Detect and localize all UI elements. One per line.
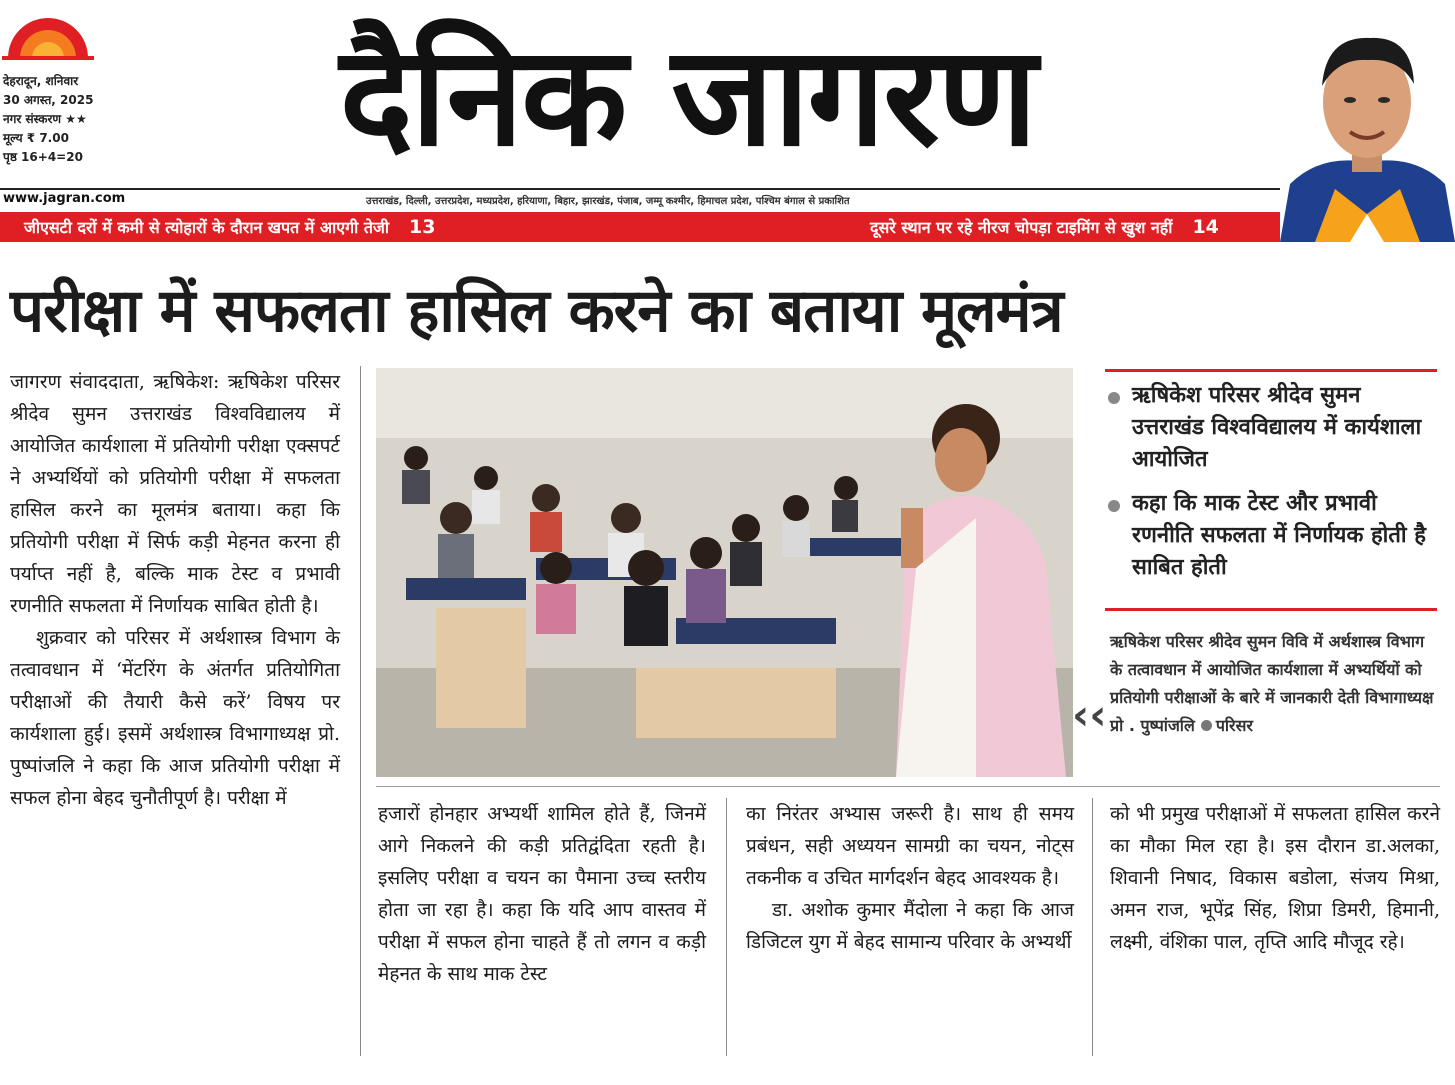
chevron-left-icon: ‹‹ bbox=[1072, 690, 1107, 739]
city-day: देहरादून, शनिवार bbox=[3, 74, 79, 88]
issue-date: 30 अगस्त, 2025 bbox=[3, 93, 94, 107]
price: मूल्य ₹ 7.00 bbox=[3, 131, 69, 145]
teaser-gst[interactable] bbox=[24, 212, 435, 242]
paragraph: हजारों होनहार अभ्यर्थी शामिल होते हैं, जिनमें आगे निकलने की कड़ी प्रतिद्वंदिता रहती है। इसलिए परीक्षा व चयन का पैमाना उच्च स्तरीय होता जा रहा है। कहा कि यदि आप वास्तव में परीक्षा में सफल होना चाहते हैं तो लगन व कड़ी मेहनत के साथ माक टेस्ट bbox=[378, 803, 706, 985]
rising-sun-logo bbox=[2, 12, 94, 60]
highlight-text: ऋषिकेश परिसर श्रीदेव सुमन उत्तराखंड विश्वविद्यालय में कार्यशाला आयोजित bbox=[1132, 383, 1422, 472]
highlights-top-rule bbox=[1105, 369, 1437, 372]
paragraph: को भी प्रमुख परीक्षाओं में सफलता हासिल करने का मौका मिल रहा है। इस दौरान डा.अलका, शिवानी निषाद, विकास बडोला, संजय मिश्रा, अमन राज, भूपेंद्र सिंह, शिप्रा डिमरी, हिमानी, लक्ष्मी, वंशिका पाल, तृप्ति आदि मौजूद रहे। bbox=[1110, 803, 1440, 953]
paragraph: शुक्रवार को परिसर में अर्थशास्त्र विभाग के तत्वावधान में ‘मेंटरिंग के अंतर्गत प्रतियोगिता परीक्षाओं की तैयारी कैसे करें’ विषय पर कार्यशाला हुई। इसमें अर्थशास्त्र विभागाध्यक्ष प्रो. पुष्पांजलि ने कहा कि आज प्रतियोगी परीक्षा में सफल होना बेहद चुनौतीपूर्ण है। परीक्षा में bbox=[10, 627, 340, 809]
section-divider bbox=[376, 786, 1440, 787]
article-column-3 bbox=[746, 798, 1074, 958]
classroom-photo bbox=[376, 368, 1073, 777]
column-divider bbox=[726, 798, 727, 1056]
article-headline: परीक्षा में सफलता हासिल करने का बताया मूलमंत्र bbox=[10, 276, 1063, 346]
edition: नगर संस्करण ★★ bbox=[3, 112, 87, 126]
teaser-neeraj[interactable] bbox=[870, 212, 1219, 242]
published-states: उत्तराखंड, दिल्ली, उत्तरप्रदेश, मध्यप्रदेश, हरियाणा, बिहार, झारखंड, पंजाब, जम्मू कश्मीर, हिमाचल प्रदेश, पश्चिम बंगाल से प्रकाशित bbox=[366, 196, 850, 207]
highlight-item bbox=[1106, 380, 1436, 476]
teaser-text: जीएसटी दरों में कमी से त्योहारों के दौरान खपत में आएगी तेजी bbox=[24, 218, 389, 237]
page-count: पृष्ठ 16+4=20 bbox=[3, 150, 83, 164]
highlights-box bbox=[1106, 380, 1436, 596]
bullet-icon bbox=[1201, 720, 1212, 731]
highlight-text: कहा कि माक टेस्ट और प्रभावी रणनीति सफलता में निर्णायक होती है साबित होती bbox=[1132, 491, 1426, 580]
masthead-divider bbox=[0, 188, 1285, 190]
caption-text: ऋषिकेश परिसर श्रीदेव सुमन विवि में अर्थशास्त्र विभाग के तत्वावधान में आयोजित कार्यशाला में अभ्यर्थियों को प्रतियोगी परीक्षाओं के बारे में जानकारी देती विभागाध्यक्ष प्रो . पुष्पांजलि bbox=[1110, 632, 1434, 735]
caption-credit: परिसर bbox=[1215, 716, 1253, 735]
highlight-item bbox=[1106, 488, 1436, 584]
bullet-icon bbox=[1108, 500, 1120, 512]
paragraph: डा. अशोक कुमार मैंदोला ने कहा कि आज डिजिटल युग में बेहद सामान्य परिवार के अभ्यर्थी bbox=[746, 899, 1074, 953]
photo-caption bbox=[1110, 628, 1440, 740]
edition-info bbox=[3, 72, 123, 167]
teaser-page: 14 bbox=[1192, 216, 1219, 238]
paragraph: का निरंतर अभ्यास जरूरी है। साथ ही समय प्रबंधन, सही अध्ययन सामग्री का चयन, नोट्स तकनीक व उचित मार्गदर्शन बेहद आवश्यक है। bbox=[746, 803, 1074, 889]
athlete-portrait bbox=[1280, 14, 1455, 242]
article-column-4 bbox=[1110, 798, 1440, 958]
teaser-page: 13 bbox=[408, 216, 436, 238]
paragraph: जागरण संवाददाता, ऋषिकेश: ऋषिकेश परिसर श्रीदेव सुमन उत्तराखंड विश्वविद्यालय में आयोजित कार्यशाला में प्रतियोगी परीक्षा एक्सपर्ट ने अभ्यर्थियों को प्रतियोगी परीक्षा में सफलता हासिल करने का मूलमंत्र बताया। कहा कि प्रतियोगी परीक्षा में सिर्फ कड़ी मेहनत करना ही पर्याप्त नहीं है, बल्कि माक टेस्ट व प्रभावी रणनीति सफलता में निर्णायक साबित होती है। bbox=[10, 371, 340, 617]
newspaper-title: दैनिक जागरण bbox=[339, 14, 1036, 177]
article-column-2 bbox=[378, 798, 706, 990]
highlights-bottom-rule bbox=[1105, 608, 1437, 611]
teaser-text: दूसरे स्थान पर रहे नीरज चोपड़ा टाइमिंग से खुश नहीं bbox=[870, 218, 1173, 237]
website-link[interactable]: www.jagran.com bbox=[3, 191, 126, 206]
bullet-icon bbox=[1108, 392, 1120, 404]
article-column-1 bbox=[10, 366, 340, 814]
column-divider bbox=[1092, 798, 1093, 1056]
column-divider bbox=[360, 366, 361, 1056]
